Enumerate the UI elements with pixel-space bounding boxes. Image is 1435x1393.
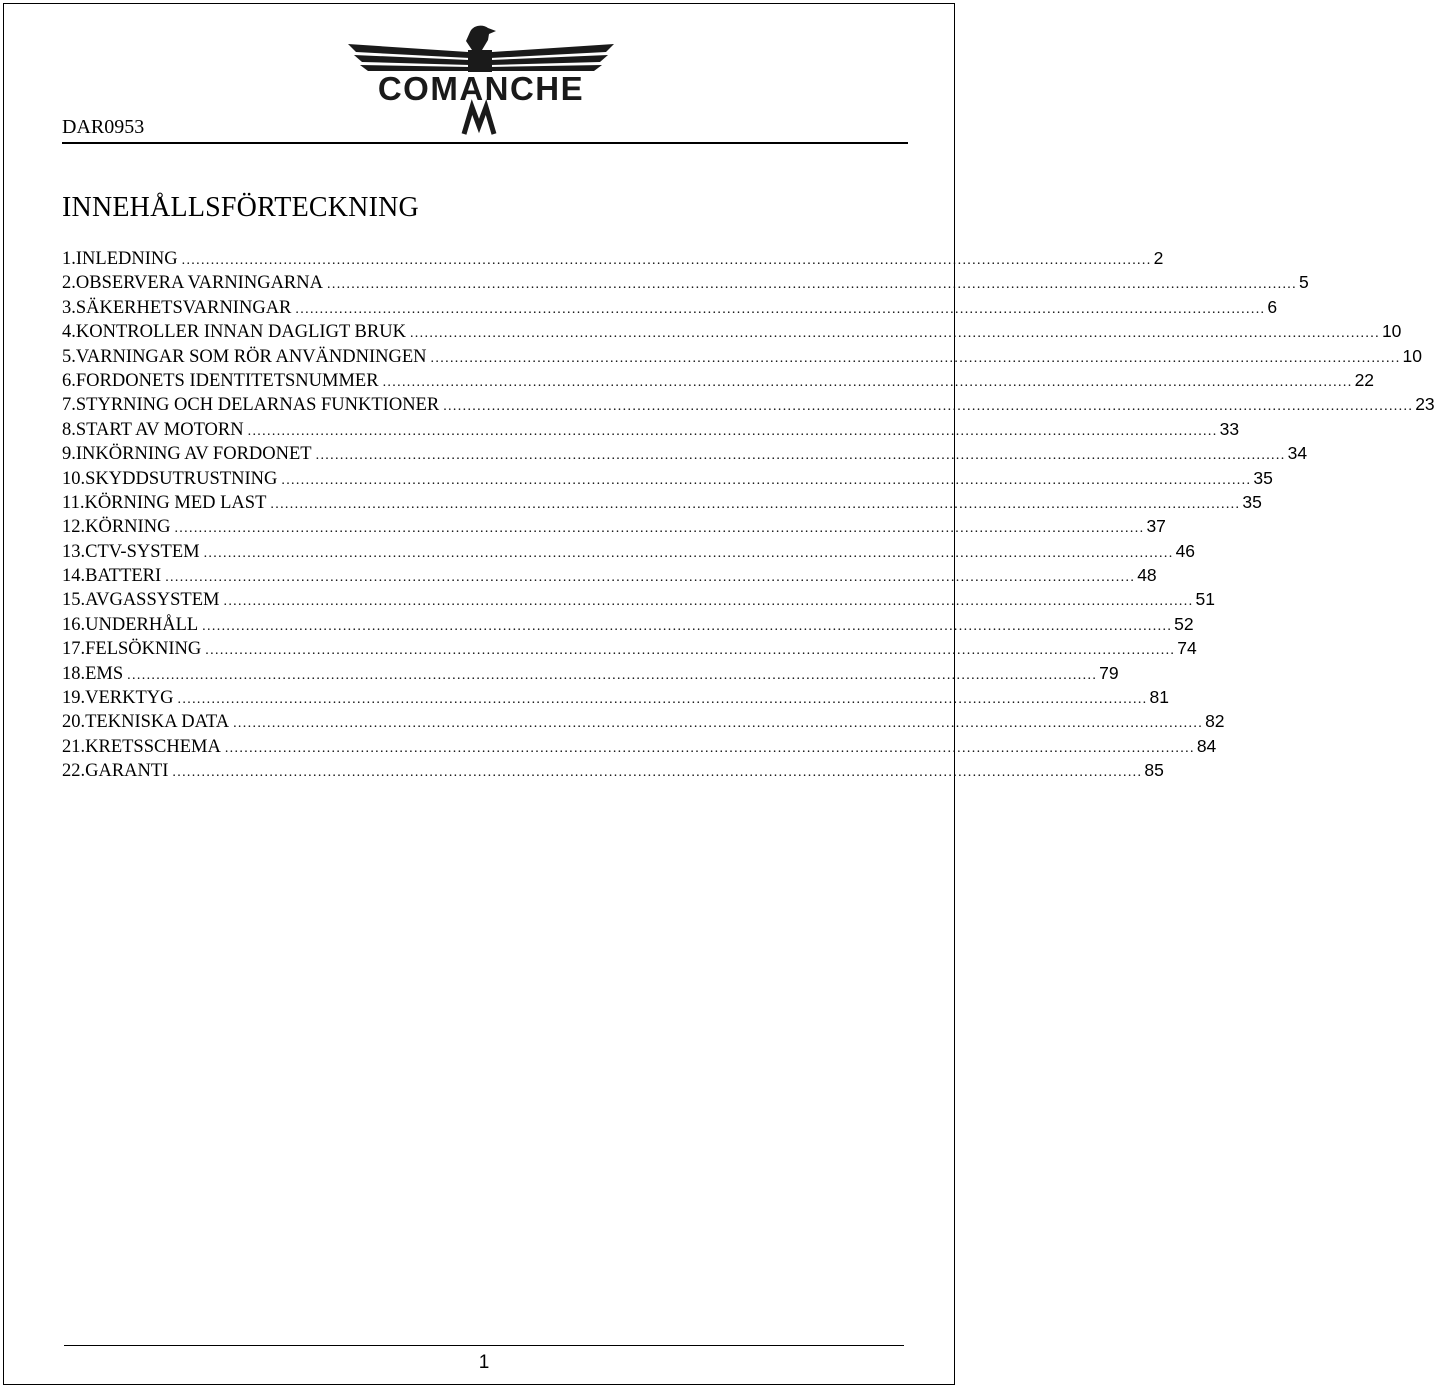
toc-item-page: 46 — [1175, 540, 1196, 561]
toc-item-label: INKÖRNING AV FORDONET — [75, 444, 312, 465]
toc-dot-leader: ........................................................................................................................................................................................................ — [382, 374, 1353, 390]
toc-item-page: 82 — [1205, 711, 1225, 732]
toc-item-number: 22. — [62, 761, 86, 782]
toc-list — [62, 248, 1435, 785]
toc-item-page: 10 — [1402, 345, 1423, 366]
toc-item-number: 7. — [62, 395, 76, 416]
toc-item[interactable] — [62, 638, 1197, 662]
toc-item-page: 34 — [1287, 443, 1308, 464]
toc-item-label: FORDONETS IDENTITETSNUMMER — [75, 370, 379, 391]
toc-item[interactable] — [62, 418, 1240, 443]
toc-item-page: 48 — [1137, 565, 1157, 586]
toc-item[interactable] — [62, 589, 1215, 613]
toc-item[interactable] — [62, 613, 1194, 638]
toc-item-page: 6 — [1267, 296, 1278, 317]
toc-item-label: BATTERI — [85, 566, 162, 587]
toc-item-label: OBSERVERA VARNINGARNA — [75, 273, 323, 294]
toc-item[interactable] — [62, 369, 1375, 394]
toc-dot-leader: ........................................................................................................................................................................................................ — [174, 521, 1145, 537]
toc-item-page: 35 — [1242, 491, 1262, 512]
toc-item-number: 11. — [62, 492, 85, 513]
logo-wordmark: COMANCHE — [377, 70, 585, 107]
toc-item-page: 81 — [1149, 687, 1169, 708]
toc-item-number: 19. — [62, 688, 86, 709]
footer-rule — [64, 1345, 904, 1346]
header-rule — [62, 142, 908, 144]
toc-item-number: 6. — [62, 370, 76, 391]
toc-item[interactable] — [62, 272, 1309, 296]
toc-item[interactable] — [62, 345, 1423, 370]
toc-item-page: 2 — [1153, 248, 1164, 268]
toc-item[interactable] — [62, 711, 1225, 735]
page-number: 1 — [478, 1352, 490, 1373]
toc-dot-leader: ........................................................................................................................................................................................................ — [224, 740, 1195, 756]
toc-item-number: 15. — [62, 590, 86, 611]
toc-item-page: 23 — [1415, 394, 1435, 415]
toc-item-page: 37 — [1146, 516, 1166, 537]
toc-dot-leader: ........................................................................................................................................................................................................ — [233, 716, 1204, 732]
toc-item-label: VERKTYG — [85, 688, 174, 709]
toc-dot-leader: ........................................................................................................................................................................................................ — [223, 594, 1194, 610]
toc-item-label: KÖRNING MED LAST — [84, 492, 267, 513]
document-code: DAR0953 — [62, 116, 145, 138]
document-page — [3, 3, 1435, 1385]
toc-dot-leader: ........................................................................................................................................................................................................ — [127, 667, 1098, 683]
toc-dot-leader: ........................................................................................................................................................................................................ — [270, 496, 1241, 512]
toc-item-number: 20. — [62, 712, 86, 733]
toc-item[interactable] — [62, 540, 1196, 565]
toc-item-label: GARANTI — [85, 761, 169, 782]
toc-item-number: 18. — [62, 663, 86, 684]
toc-item-label: UNDERHÅLL — [85, 614, 199, 635]
toc-item-number: 9. — [62, 444, 76, 465]
toc-item-number: 17. — [62, 639, 86, 660]
toc-item[interactable] — [62, 321, 1402, 345]
toc-item-number: 5. — [62, 346, 76, 367]
toc-item-page: 84 — [1196, 735, 1217, 756]
toc-item-number: 16. — [62, 614, 86, 635]
toc-item-number: 12. — [62, 517, 86, 538]
toc-item-number: 3. — [62, 297, 76, 318]
toc-dot-leader: ........................................................................................................................................................................................................ — [443, 399, 1414, 415]
toc-title: INNEHÅLLSFÖRTECKNING — [62, 192, 419, 223]
toc-item[interactable] — [62, 443, 1308, 467]
toc-dot-leader: ........................................................................................................................................................................................................ — [202, 618, 1173, 634]
toc-item-label: TEKNISKA DATA — [85, 712, 230, 733]
toc-item-page: 22 — [1354, 369, 1375, 390]
toc-item-number: 2. — [62, 273, 76, 294]
toc-dot-leader: ........................................................................................................................................................................................................ — [177, 692, 1148, 708]
toc-dot-leader: ........................................................................................................................................................................................................ — [172, 765, 1143, 781]
toc-item-label: AVGASSYSTEM — [85, 590, 220, 611]
toc-dot-leader: ........................................................................................................................................................................................................ — [205, 643, 1176, 659]
toc-dot-leader: ........................................................................................................................................................................................................ — [315, 448, 1286, 464]
toc-item-label: INLEDNING — [75, 249, 178, 269]
toc-item-label: KONTROLLER INNAN DAGLIGT BRUK — [75, 322, 406, 343]
toc-item[interactable] — [62, 687, 1169, 711]
toc-item-number: 14. — [62, 566, 86, 587]
toc-item-number: 4. — [62, 322, 76, 343]
toc-item-label: SKYDDSUTRUSTNING — [85, 468, 278, 489]
toc-item[interactable] — [62, 394, 1435, 418]
toc-item[interactable] — [62, 491, 1262, 516]
toc-item-number: 13. — [62, 541, 86, 562]
toc-item-page: 74 — [1177, 638, 1197, 659]
toc-item[interactable] — [62, 296, 1278, 321]
toc-dot-leader: ........................................................................................................................................................................................................ — [203, 545, 1174, 561]
toc-item-label: FELSÖKNING — [85, 639, 202, 660]
toc-item[interactable] — [62, 735, 1217, 760]
toc-dot-leader: ........................................................................................................................................................................................................ — [295, 301, 1266, 317]
toc-item[interactable] — [62, 662, 1119, 687]
toc-item-page: 10 — [1381, 321, 1402, 342]
toc-item[interactable] — [62, 516, 1166, 540]
toc-item-page: 5 — [1299, 272, 1309, 293]
toc-item-page: 33 — [1219, 418, 1240, 439]
toc-dot-leader: ........................................................................................................................................................................................................ — [165, 570, 1136, 586]
toc-item[interactable] — [62, 565, 1157, 589]
toc-dot-leader: ........................................................................................................................................................................................................ — [409, 326, 1380, 342]
toc-item-label: START AV MOTORN — [75, 419, 244, 440]
comanche-logo — [346, 22, 616, 136]
toc-item-page: 85 — [1144, 760, 1164, 781]
toc-item-label: CTV-SYSTEM — [85, 541, 200, 562]
toc-item-label: EMS — [85, 663, 124, 684]
toc-dot-leader: ........................................................................................................................................................................................................ — [430, 350, 1401, 366]
toc-item-label: STYRNING OCH DELARNAS FUNKTIONER — [75, 395, 440, 416]
toc-dot-leader: ........................................................................................................................................................................................................ — [281, 472, 1252, 488]
toc-item-page: 35 — [1253, 467, 1273, 488]
toc-dot-leader: ........................................................................................................................................................................................................ — [247, 423, 1218, 439]
toc-item-label: VARNINGAR SOM RÖR ANVÄNDNINGEN — [75, 346, 427, 367]
toc-item[interactable] — [62, 248, 1164, 272]
toc-dot-leader: ........................................................................................................................................................................................................ — [327, 277, 1297, 293]
toc-item[interactable] — [62, 467, 1273, 492]
toc-item-label: KÖRNING — [85, 517, 171, 538]
toc-item-page: 52 — [1174, 613, 1194, 634]
toc-dot-leader: ........................................................................................................................................................................................................ — [181, 253, 1152, 268]
toc-item-page: 51 — [1195, 589, 1215, 610]
toc-item-number: 10. — [62, 468, 86, 489]
toc-item-number: 1. — [62, 249, 76, 269]
toc-item-label: SÄKERHETSVARNINGAR — [75, 297, 292, 318]
toc-item-number: 21. — [62, 736, 86, 757]
toc-item-number: 8. — [62, 419, 76, 440]
toc-item[interactable] — [62, 760, 1164, 784]
toc-item-page: 79 — [1099, 662, 1119, 683]
toc-item-label: KRETSSCHEMA — [85, 736, 221, 757]
